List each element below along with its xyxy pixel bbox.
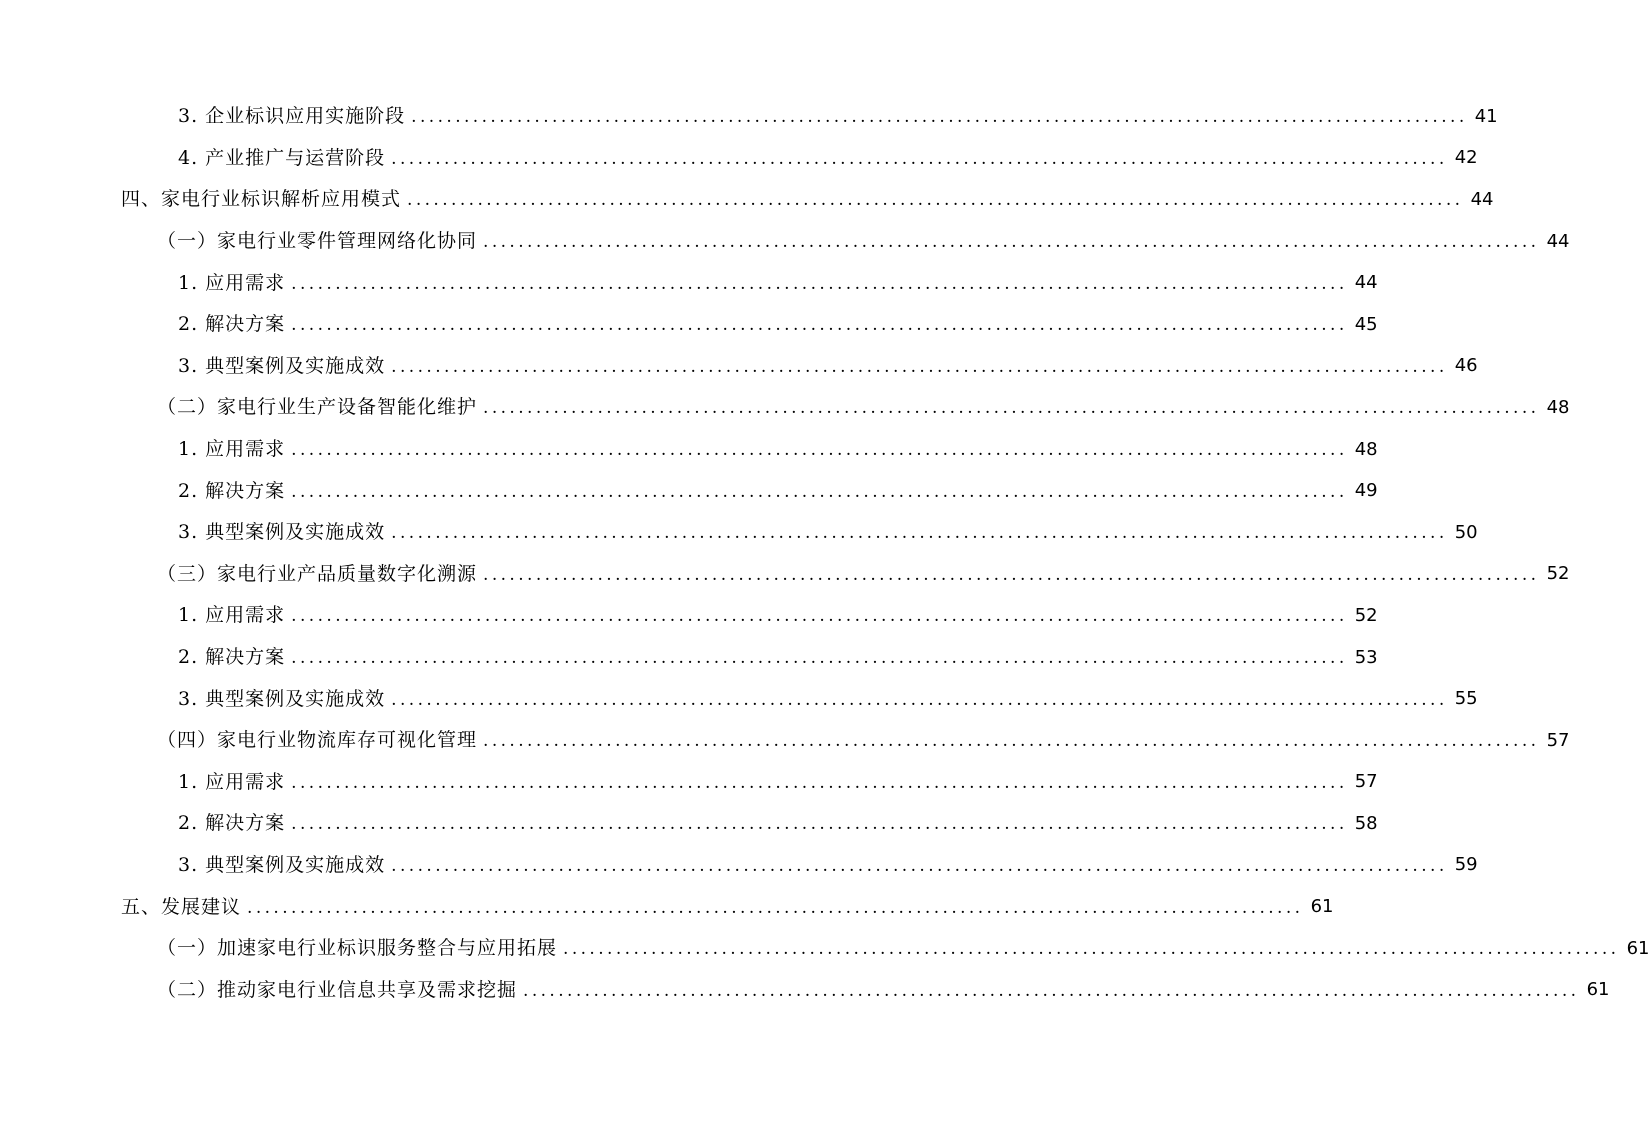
- toc-entry-title: 2. 解决方案: [178, 313, 286, 336]
- toc-entry-title: 3. 典型案例及实施成效: [178, 521, 386, 544]
- toc-dot-leader: ........................................................................................................................: [483, 731, 1540, 752]
- toc-page-number: 44: [1354, 272, 1378, 294]
- toc-entry[interactable]: [0, 512, 1478, 554]
- toc-entry-title: （二）推动家电行业信息共享及需求挖掘: [157, 978, 518, 1001]
- toc-entry[interactable]: [0, 803, 1378, 845]
- toc-entry[interactable]: [0, 969, 1610, 1011]
- toc-entry-title: 4. 产业推广与运营阶段: [178, 146, 386, 169]
- toc-page-number: 53: [1354, 646, 1378, 668]
- toc-entry[interactable]: [0, 304, 1378, 346]
- toc-entry-title: （一）加速家电行业标识服务整合与应用拓展: [157, 937, 558, 960]
- toc-entry-title: 2. 解决方案: [178, 479, 286, 502]
- toc-entry[interactable]: [0, 138, 1478, 180]
- toc-entry-title: （四）家电行业物流库存可视化管理: [157, 729, 478, 752]
- toc-entry[interactable]: [0, 845, 1478, 887]
- toc-entry-title: 1. 应用需求: [178, 604, 286, 627]
- toc-page-number: 57: [1546, 729, 1570, 751]
- toc-entry[interactable]: [0, 678, 1478, 720]
- toc-entry[interactable]: [0, 720, 1570, 762]
- toc-entry[interactable]: [0, 886, 1334, 928]
- toc-dot-leader: ........................................................................................................................: [411, 107, 1468, 128]
- toc-dot-leader: ........................................................................................................................: [391, 356, 1448, 377]
- toc-page-number: 61: [1310, 896, 1334, 918]
- toc-dot-leader: ........................................................................................................................: [563, 939, 1620, 960]
- toc-dot-leader: ........................................................................................................................: [483, 564, 1540, 585]
- toc-dot-leader: ........................................................................................................................: [291, 440, 1348, 461]
- toc-entry[interactable]: [0, 554, 1570, 596]
- toc-dot-leader: ........................................................................................................................: [291, 606, 1348, 627]
- toc-entry-title: 1. 应用需求: [178, 271, 286, 294]
- toc-entry-title: （三）家电行业产品质量数字化溯源: [157, 562, 478, 585]
- toc-dot-leader: ........................................................................................................................: [291, 315, 1348, 336]
- toc-dot-leader: ........................................................................................................................: [407, 190, 1464, 211]
- toc-page-number: 59: [1454, 854, 1478, 876]
- toc-entry[interactable]: [0, 762, 1378, 804]
- toc-entry-title: 五、发展建议: [121, 895, 242, 918]
- toc-entry-title: 3. 典型案例及实施成效: [178, 687, 386, 710]
- toc-dot-leader: ........................................................................................................................: [291, 772, 1348, 793]
- toc-page-number: 57: [1354, 771, 1378, 793]
- toc-entry[interactable]: [0, 637, 1378, 679]
- toc-entry-title: 1. 应用需求: [178, 770, 286, 793]
- toc-dot-leader: ........................................................................................................................: [391, 855, 1448, 876]
- toc-entry-title: 3. 企业标识应用实施阶段: [178, 105, 406, 128]
- toc-dot-leader: ........................................................................................................................: [391, 523, 1448, 544]
- toc-dot-leader: ........................................................................................................................: [291, 273, 1348, 294]
- toc-dot-leader: ........................................................................................................................: [391, 148, 1448, 169]
- toc-entry-title: （一）家电行业零件管理网络化协同: [157, 230, 478, 253]
- toc-entry[interactable]: [0, 928, 1649, 970]
- toc-page-number: 61: [1586, 979, 1610, 1001]
- toc-entry-title: 1. 应用需求: [178, 438, 286, 461]
- toc-dot-leader: ........................................................................................................................: [291, 648, 1348, 669]
- toc-dot-leader: ........................................................................................................................: [391, 689, 1448, 710]
- toc-page-number: 48: [1354, 438, 1378, 460]
- toc-page-number: 52: [1546, 563, 1570, 585]
- toc-entry[interactable]: [0, 262, 1378, 304]
- toc-dot-leader: ........................................................................................................................: [483, 398, 1540, 419]
- toc-dot-leader: ........................................................................................................................: [483, 232, 1540, 253]
- toc-dot-leader: ........................................................................................................................: [523, 980, 1580, 1001]
- toc-page-number: 42: [1454, 147, 1478, 169]
- toc-page-number: 50: [1454, 521, 1478, 543]
- toc-page-number: 41: [1474, 105, 1498, 127]
- toc-entry-title: 3. 典型案例及实施成效: [178, 853, 386, 876]
- toc-page-number: 46: [1454, 355, 1478, 377]
- toc-page-number: 48: [1546, 396, 1570, 418]
- toc-entry[interactable]: [0, 346, 1478, 388]
- toc-entry[interactable]: [0, 595, 1378, 637]
- toc-entry-title: 2. 解决方案: [178, 646, 286, 669]
- toc-entry[interactable]: [0, 429, 1378, 471]
- toc-entry[interactable]: [0, 387, 1570, 429]
- toc-page-number: 52: [1354, 604, 1378, 626]
- toc-dot-leader: ........................................................................................................................: [247, 897, 1304, 918]
- toc-entry[interactable]: [0, 221, 1570, 263]
- toc-page-number: 58: [1354, 812, 1378, 834]
- toc-page-number: 44: [1546, 230, 1570, 252]
- table-of-contents: [0, 96, 1649, 1011]
- toc-entry-title: 2. 解决方案: [178, 812, 286, 835]
- toc-dot-leader: ........................................................................................................................: [291, 814, 1348, 835]
- toc-page-number: 45: [1354, 313, 1378, 335]
- toc-entry[interactable]: [0, 96, 1498, 138]
- toc-dot-leader: ........................................................................................................................: [291, 481, 1348, 502]
- toc-entry-title: 3. 典型案例及实施成效: [178, 354, 386, 377]
- toc-entry[interactable]: [0, 470, 1378, 512]
- toc-page-number: 55: [1454, 688, 1478, 710]
- toc-page-number: 44: [1470, 188, 1494, 210]
- toc-page-number: 61: [1626, 937, 1649, 959]
- toc-page-number: 49: [1354, 480, 1378, 502]
- toc-entry-title: （二）家电行业生产设备智能化维护: [157, 396, 478, 419]
- toc-entry[interactable]: [0, 179, 1494, 221]
- toc-entry-title: 四、家电行业标识解析应用模式: [121, 188, 402, 211]
